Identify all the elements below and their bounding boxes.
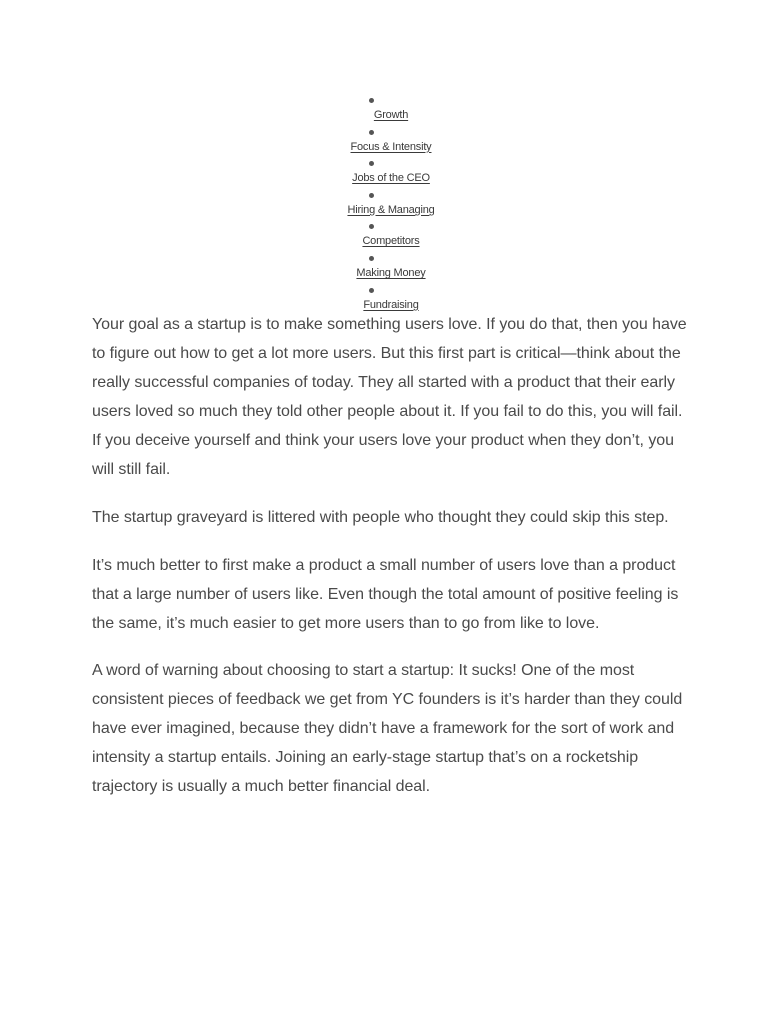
- nav-item-making-money: [0, 256, 782, 285]
- nav-link-making-money[interactable]: Making Money: [356, 266, 426, 279]
- bullet-icon: [369, 98, 374, 103]
- section-nav: [0, 95, 782, 316]
- nav-link-hiring-managing[interactable]: Hiring & Managing: [347, 203, 435, 216]
- nav-link-growth[interactable]: Growth: [373, 109, 409, 121]
- bullet-icon: [369, 161, 374, 166]
- nav-item-hiring-managing: [0, 193, 782, 222]
- nav-item-focus-intensity: [0, 130, 782, 159]
- bullet-icon: [369, 193, 374, 198]
- bullet-icon: [369, 130, 374, 135]
- paragraph: Your goal as a startup is to make something users love. If you do that, then you have to figure out how to get a lot more users. But this first part is critical—think about the really successful companies of today. They all started with a product that their early users loved so much they told other people about it. If you fail to do this, you will fail. If you deceive yourself and think your users love your product when they don’t, you will still fail.: [92, 316, 687, 478]
- bullet-icon: [369, 224, 374, 229]
- nav-item-jobs-of-the-ceo: [0, 161, 782, 190]
- nav-item-growth: [0, 98, 782, 127]
- nav-link-focus-intensity[interactable]: Focus & Intensity: [350, 140, 432, 153]
- paragraph: A word of warning about choosing to start a startup: It sucks! One of the most consistent pieces of feedback we get from YC founders is it’s harder than they could have ever imagined, because they didn’t have a framework for the sort of work and intensity a startup entails. Joining an early-stage startup that’s on a rocketship trajectory is usually a much better financial deal.: [92, 662, 683, 796]
- bullet-icon: [369, 288, 374, 293]
- nav-link-fundraising[interactable]: Fundraising: [363, 298, 419, 311]
- paragraph: The startup graveyard is littered with people who thought they could skip this step.: [92, 508, 669, 526]
- bullet-icon: [369, 256, 374, 261]
- nav-link-jobs-of-the-ceo[interactable]: Jobs of the CEO: [352, 172, 430, 185]
- nav-link-competitors[interactable]: Competitors: [362, 235, 420, 248]
- paragraph: It’s much better to first make a product a small number of users love than a product that a large number of users like. Even though the total amount of positive feeling is the same, it’s much easier to get more users than to go from like to love.: [92, 556, 679, 632]
- nav-item-competitors: [0, 224, 782, 253]
- article-body: [92, 310, 692, 820]
